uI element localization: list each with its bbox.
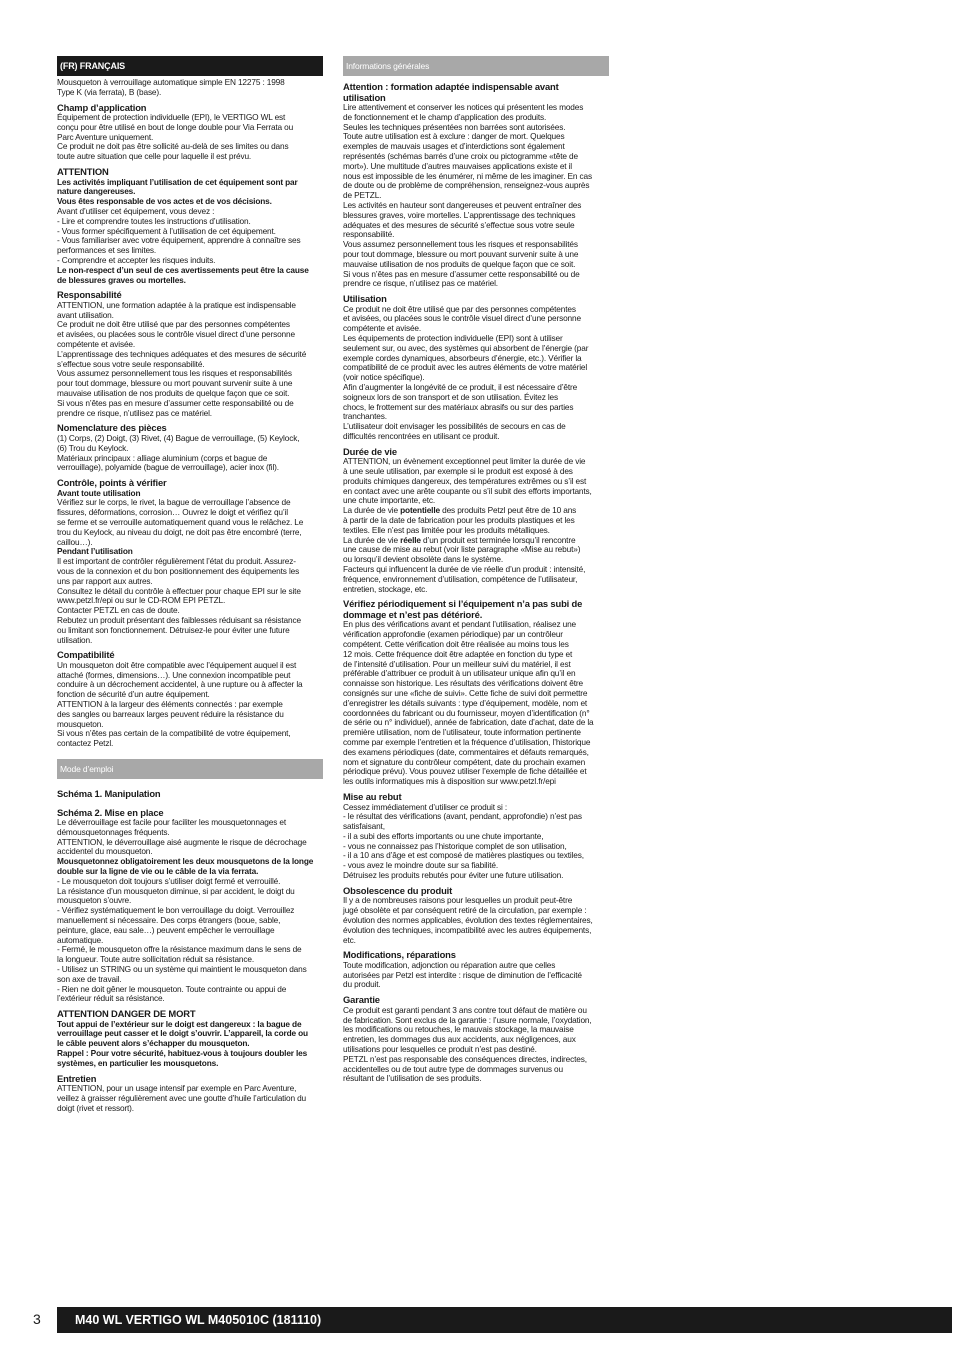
responsibility-heading: Responsabilité: [57, 289, 122, 301]
check-heading: Vérifiez périodiquement si l’équipement n’a pas subi de dommage et n’est pas détérioré.: [343, 598, 583, 620]
reject-heading: Mise au rebut: [343, 791, 402, 802]
attention-text: Avant d’utiliser cet équipement, vous devez : - Lire et comprendre toutes les instructions d’utilisation. - Vous former spécifiquement à l’utilisation de cet équipement. - Vous familiariser avec votre équipement, apprendre à connaître ses performances et ses limites. - Comprendre et accepter les risques induits.: [57, 205, 301, 265]
modifications-text: Toute modification, adjonction ou réparation autre que celles autorisées par Petzl est interdite : risque de diminution de l’efficacité du produit.: [343, 959, 582, 990]
maintenance-text: ATTENTION, pour un usage intensif par exemple en Parc Aventure, veillez à graisser régulièrement avec une goutte d’huile l’articulation du doigt (rivet et ressort).: [57, 1083, 307, 1113]
control-text-during: Il est important de contrôler régulièrement l’état du produit. Assurez- vous de la connexion et du bon positionnement des équipements les uns par rapport aux autres. Consultez le détail du contrôle à effectuer pour chaque EPI sur le site www.petzl.fr/epi ou sur le CD-ROM EPI PETZL. Contacter PETZL en cas de doute. Rebutez un produit présentant des faiblesses réduisant sa résistance ou limitant son fonctionnement. Détruisez-le pour éviter une future utilisation.: [57, 556, 301, 645]
modifications-heading: Modifications, réparations: [343, 949, 456, 961]
page-number: 3: [33, 1311, 41, 1327]
attention-heading: ATTENTION: [57, 166, 109, 178]
reject-text: Cessez immédiatement d’utiliser ce produit si : - le résultat des vérifications (avant, pendant, approfondie) n’est pas satisfaisant, - il a subi des efforts importants ou une chute importante, - vous ne connaissez pas l’historique complet de son utilisation, - il a 10 ans d’âge et est composé de matières plastiques ou textiles, - vous avez le moindre doute sur sa fiabilité. Détruisez les produits rebutés pour éviter une future utilisation.: [343, 801, 584, 881]
schema2-bold-text: Mousquetonnez obligatoirement les deux mousquetons de la longe double sur la ligne de vie ou le câble de la via ferrata.: [57, 856, 314, 876]
schema2-text: Le déverrouillage est facile pour faciliter les mousquetonnages et démousquetonnages fréquents. ATTENTION, le déverrouillage aisé augmente le risque de décrochage accidentel du mousqueton.: [57, 817, 307, 857]
use-heading: Utilisation: [343, 293, 387, 305]
warranty-text: Ce produit est garanti pendant 3 ans contre tout défaut de matière ou de fabrication. Sont exclus de la garantie : l’usure normale, l’oxydation, les modifications ou retouches, le mauvais stockage, la mauvaise entretien, les dommages dus aux accidents, aux négligences, aux utilisations pour lesquelles ce produit n’est pas destiné. PETZL n’est pas responsable des conséquences directes, indirectes, accidentelles ou de tout autre type de dommages survenus ou résultant de l’utilisation de ses produits.: [343, 1004, 592, 1084]
control-heading: Contrôle, points à vérifier: [57, 477, 167, 489]
danger-heading: ATTENTION DANGER DE MORT: [57, 1008, 196, 1020]
maintenance-heading: Entretien: [57, 1072, 97, 1084]
attention-warning-text: Le non-respect d’un seul de ces avertissements peut être la cause de blessures graves ou mortelles.: [57, 264, 309, 285]
check-text: En plus des vérifications avant et pendant l’utilisation, réalisez une vérification approfondie (examen périodique) par un contrôleur compétent. Cette vérification doit être réalisée au moins tous les 12 mois. Cette fréquence doit être adaptée en fonction du type et de l’intensité d’utilisation. Pour un meilleur suivi du matériel, il est préférable d’attribuer ce produit à un utilisateur unique afin qu’il en connaisse son historique. Les résultats des vérifications doivent être consignés sur une «fiche de suivi». Cette fiche de suivi doit permettre d’enregistrer les détails suivants : type d’équipement, modèle, nom et coordonnées du fabricant ou du fournisseur, moyen d’identification (n° de série ou n° individuel), année de fabrication, date d’achat, date de la première utilisation, nom de l’utilisateur, toute information pertinente comme par exemple l’entretien et la fréquence d’utilisation, l’historique des examens périodiques (date, commentaires et défauts remarqués, nom et signature du contrôleur compétent, date du prochain examen périodique prévu). Vous pouvez utiliser l’exemple de fiche détaillée et les outils informatiques mis à disposition sur www.petzl.fr/epi: [343, 619, 594, 787]
schema2-heading: Schéma 2. Mise en place: [57, 806, 164, 818]
scope-text: Équipement de protection individuelle (EPI), le VERTIGO WL est conçu pour être utilisé en bout de longe double pour Via Ferrata ou Parc Aventure uniquement. Ce produit ne doit pas être sollicité au-delà de ses limites ou dans toute autre situation que celle pour laquelle il est prévu.: [57, 112, 294, 162]
instructions-header: Mode d’emploi: [57, 759, 323, 779]
footer-title-bar: M40 WL VERTIGO WL M405010C (181110): [57, 1307, 952, 1333]
language-header: (FR) FRANÇAIS: [57, 56, 323, 76]
control-subheading-before: Avant toute utilisation: [57, 487, 141, 498]
lifetime-heading: Durée de vie: [343, 445, 397, 457]
warranty-heading: Garantie: [343, 994, 380, 1006]
danger-text: Tout appui de l’extérieur sur le doigt est dangereux : la bague de verrouillage peut casser et le doigt s’ouvrir. L’appareil, la corde ou le câble peuvent alors s’échapper du mousqueton. Rappel : Pour votre sécurité, habituez-vous à toujours doubler les systèmes, en particulier les mousquetons.: [57, 1018, 308, 1068]
right-column: [343, 56, 609, 1084]
schema1-heading: Schéma 1. Manipulation: [57, 788, 161, 800]
training-text: Lire attentivement et conserver les notices qui présentent les modes de fonctionnement et le champ d’application des produits. Seules les techniques présentées non barrées sont autorisées. Toute autre utilisation est à exclure : danger de mort. Quelques exemples de mauvais usages et d’interdictions sont également représentés (schémas barrés d’une croix ou pictogramme «tête de mort»). Une multitude d’autres mauvaises applications existe et il nous est impossible de les énumérer, ni même de les imaginer. En cas de doute ou de problème de compréhension, renseignez-vous auprès de PETZL. Les activités en hauteur sont dangereuses et peuvent entraîner des blessures graves, voire mortelles. L’apprentissage des techniques adéquates et des mesures de sécurité s’effectue sous votre seule responsabilité. Vous assumez personnellement tous les risques et responsabilités pour tout dommage, blessure ou mort pouvant survenir suite à une mauvaise utilisation de nos produits de quelque façon que ce soit. Si vous n’êtes pas en mesure d’assumer cette responsabilité ou de prendre ce risque, n’utilisez pas ce matériel.: [343, 102, 592, 289]
nomenclature-text: (1) Corps, (2) Doigt, (3) Rivet, (4) Bague de verrouillage, (5) Keylock, (6) Trou du Keylock. Matériaux principaux : alliage aluminium (corps et bague de verrouillage), polyamide (bague de verrouillage), acier inox (fil).: [57, 432, 300, 473]
scope-heading: Champ d’application: [57, 101, 147, 113]
schema2-list: - Le mousqueton doit toujours s’utiliser doigt fermé et verrouillé. La résistance d’un mousqueton diminue, si par accident, le doigt du mousqueton s’ouvre. - Vérifiez systématiquement le bon verrouillage du doigt. Verrouillez manuellement si nécessaire. Des corps étrangers (boue, sable, peinture, glace, eau sale…) peuvent empêcher le verrouillage automatique. - Fermé, le mousqueton offre la résistance maximum dans le sens de la longueur. Toute autre sollicitation réduit sa résistance. - Utilisez un STRING ou un système qui maintient le mousqueton dans son axe de travail. - Rien ne doit gêner le mousqueton. Toute contrainte ou appui de l’extérieur réduit sa résistance.: [57, 875, 307, 1004]
lifetime-potential-text: La durée de vie potentielle des produits Petzl peut être de 10 ans à partir de la date de fabrication pour les produits plastiques et les textiles. Elle n’est pas limitée pour les produits métalliques.: [343, 505, 577, 535]
responsibility-text: ATTENTION, une formation adaptée à la pratique est indispensable avant utilisation. Ce produit ne doit être utilisé que par des personnes compétentes et avisées, ou placées sous le contrôle visuel direct d’une personne compétente et avisée. L’apprentissage des techniques adéquates et des mesures de sécurité s’effectue sous votre seule responsabilité. Vous assumez personnellement tous les risques et responsabilités pour tout dommage, blessure ou mort pouvant survenir suite à une mauvaise utilisation de nos produits de quelque façon que ce soit. Si vous n’êtes pas en mesure d’assumer cette responsabilité ou de prendre ce risque, n’utilisez pas ce matériel.: [57, 299, 307, 418]
obsolescence-text: Il y a de nombreuses raisons pour lesquelles un produit peut-être jugé obsolète et par conséquent retiré de la circulation, par exemple : évolution des normes applicables, évolution des textes réglementaires, évolution des techniques, incompatibilité avec les autres équipements, etc.: [343, 895, 593, 945]
training-heading: Attention : formation adaptée indispensable avant utilisation: [343, 81, 559, 103]
use-text: Ce produit ne doit être utilisé que par des personnes compétentes et avisées, ou placées sous le contrôle visuel direct d’une personne compétente et avisée. Les équipements de protection individuelle (EPI) sont à utiliser seulement sur, ou avec, des systèmes qui absorbent de l’énergie (par exemple cordes dynamiques, absorbeurs d’énergie, etc.). Vérifier la compatibilité de ce produit avec les autres éléments de votre matériel (voir notice spécifique). Afin d’augmenter la longévité de ce produit, il est nécessaire d’être soigneux lors de son transport et de son utilisation. Évitez les chocs, le frottement sur des matériaux abrasifs ou sur des parties tranchantes. L’utilisateur doit envisager les possibilités de secours en cas de difficultés rencontrées en utilisant ce produit.: [343, 303, 589, 441]
lifetime-real-text: La durée de vie réelle d’un produit est terminée lorsqu’il rencontre une cause de mise au rebut (voir liste paragraphe «Mise au rebut») ou lorsqu’il devient obsolète dans le système. Facteurs qui influencent la durée de vie réelle d’un produit : intensité, fréquence, environnement d’utilisation, compétence de l’utilisateur, entretien, stockage, etc.: [343, 534, 586, 594]
nomenclature-heading: Nomenclature des pièces: [57, 422, 167, 434]
obsolescence-heading: Obsolescence du produit: [343, 884, 453, 896]
general-info-header: Informations générales: [343, 56, 609, 76]
compatibility-text: Un mousqueton doit être compatible avec l’équipement auquel il est attaché (formes, dimensions…). Une connexion incompatible peut conduire à un décrochement accidentel, à une rupture ou à affecter la fonction de sécurité d’un autre équipement. ATTENTION à la largeur des éléments connectés : par exemple des sangles ou barreaux larges peuvent réduire la résistance du mousqueton. Si vous n’êtes pas certain de la compatibilité de votre équipement, contactez Petzl.: [57, 659, 303, 749]
control-subheading-during: Pendant l’utilisation: [57, 546, 133, 557]
compatibility-heading: Compatibilité: [57, 649, 115, 661]
control-text-before: Vérifiez sur le corps, le rivet, la bague de verrouillage l’absence de fissures, déformations, corrosion… Ouvrez le doigt et vérifiez qu’il se ferme et se verrouille automatiquement quand vous le relâchez. Le trou du Keylock, au niveau du doigt, ne doit pas être encombré (terre, caillou…).: [57, 497, 304, 547]
intro-text: Mousqueton à verrouillage automatique simple EN 12275 : 1998 Type K (via ferrata), B (base).: [57, 77, 285, 97]
lifetime-text: ATTENTION, un évènement exceptionnel peut limiter la durée de vie à une seule utilisation, par exemple si le produit est exposé à des produits chimiques dangereux, des températures extrêmes ou s’il est en contact avec une arête coupante ou s’il subit des efforts importants, une chute importante, etc.: [343, 456, 592, 506]
attention-bold-text: Les activités impliquant l’utilisation de cet équipement sont par nature dangereuses. Vous êtes responsable de vos actes et de vos décisions.: [57, 176, 298, 207]
left-column: [57, 56, 323, 1114]
